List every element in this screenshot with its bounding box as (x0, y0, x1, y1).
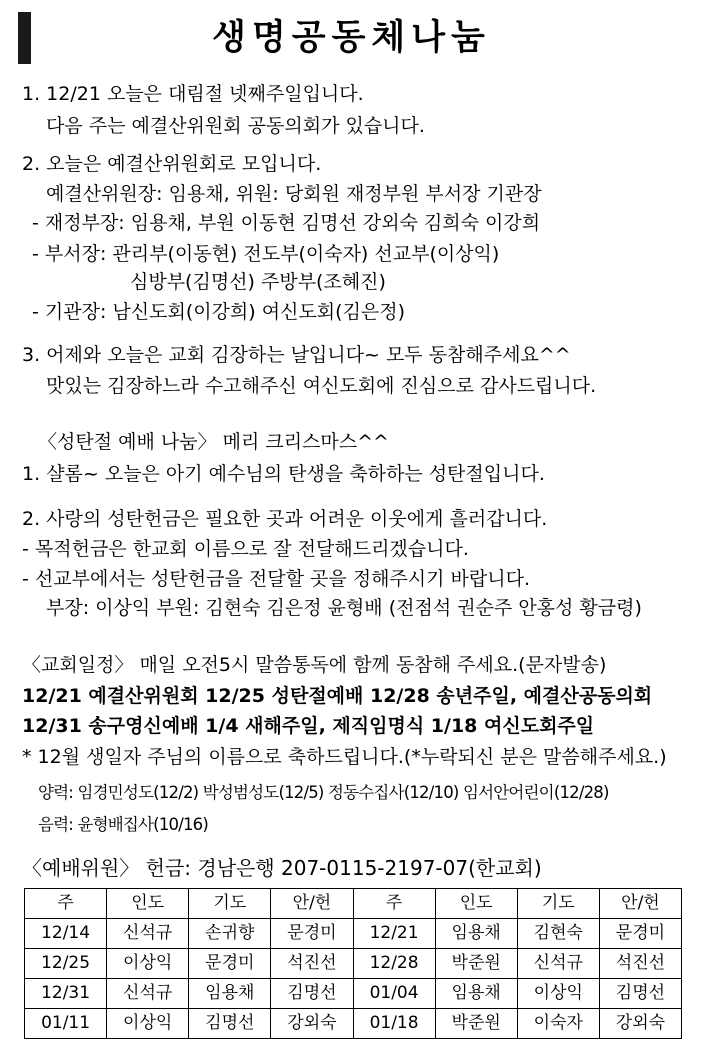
table-cell: 12/31 (25, 979, 107, 1009)
birthday-solar-line: 양력: 임경민성도(12/2) 박성범성도(12/5) 정동수집사(12/10) 임서안어린이(12/28) (38, 783, 609, 802)
table-header-row (25, 889, 682, 919)
header-cell: 주 (353, 889, 435, 919)
announcement-line: - 선교부에서는 성탄헌금을 전달할 곳을 정해주시기 바랍니다. (22, 568, 530, 590)
section-heading: 〈성탄절 예배 나눔〉 메리 크리스마스^^ (38, 431, 389, 453)
table-cell: 문경미 (189, 949, 271, 979)
table-cell: 김현숙 (517, 919, 599, 949)
table-cell: 신석규 (107, 919, 189, 949)
birthday-lunar-line: 음력: 윤형배집사(10/16) (38, 815, 209, 834)
table-cell: 석진선 (271, 949, 353, 979)
section-heading: 〈교회일정〉 매일 오전5시 말씀통독에 함께 동참해 주세요.(문자발송) (22, 654, 607, 676)
header-cell: 안/헌 (599, 889, 681, 919)
page-title: 생명공동체나눔 (212, 18, 491, 58)
schedule-line: 12/31 송구영신예배 1/4 새해주일, 제직임명식 1/18 여신도회주일 (22, 715, 595, 737)
announcement-line: 3. 어제와 오늘은 교회 김장하는 날입니다~ 모두 동참해주세요^^ (22, 344, 571, 366)
announcement-line: - 목적헌금은 한교회 이름으로 잘 전달해드리겠습니다. (22, 538, 469, 560)
table-cell: 박준원 (435, 949, 517, 979)
table-cell: 임용채 (435, 919, 517, 949)
announcement-line: 예결산위원장: 임용채, 위원: 당회원 재정부원 부서장 기관장 (46, 183, 542, 205)
announcement-line: 1. 12/21 오늘은 대림절 넷째주일입니다. (22, 83, 364, 105)
table-cell: 김명선 (599, 979, 681, 1009)
table-cell: 김명선 (271, 979, 353, 1009)
announcement-line: 맛있는 김장하느라 수고해주신 여신도회에 진심으로 감사드립니다. (46, 375, 597, 397)
header-cell: 인도 (107, 889, 189, 919)
table-cell: 문경미 (599, 919, 681, 949)
table-row (25, 1009, 682, 1039)
announcement-line: - 기관장: 남신도회(이강희) 여신도회(김은정) (32, 301, 406, 323)
header-cell: 주 (25, 889, 107, 919)
schedule-line: 12/21 예결산위원회 12/25 성탄절예배 12/28 송년주일, 예결산공동의회 (22, 685, 653, 707)
table-cell: 손귀향 (189, 919, 271, 949)
announcement-line: 다음 주는 예결산위원회 공동의회가 있습니다. (46, 115, 425, 137)
header-cell: 기도 (189, 889, 271, 919)
header-cell: 안/헌 (271, 889, 353, 919)
announcement-line: 1. 샬롬~ 오늘은 아기 예수님의 탄생을 축하하는 성탄절입니다. (22, 463, 545, 485)
worship-duty-table (24, 888, 682, 1039)
table-cell: 김명선 (189, 1009, 271, 1039)
announcement-line: 부장: 이상익 부원: 김현숙 김은정 윤형배 (전점석 권순주 안홍성 황금령) (46, 597, 642, 619)
table-cell: 강외숙 (599, 1009, 681, 1039)
table-cell: 이상익 (107, 949, 189, 979)
header-cell: 인도 (435, 889, 517, 919)
table-cell: 이숙자 (517, 1009, 599, 1039)
table-cell: 01/04 (353, 979, 435, 1009)
table-row (25, 979, 682, 1009)
birthday-line: * 12월 생일자 주님의 이름으로 축하드립니다.(*누락되신 분은 말씀해주세요.) (22, 746, 667, 768)
table-cell: 이상익 (107, 1009, 189, 1039)
table-cell: 12/28 (353, 949, 435, 979)
table-cell: 강외숙 (271, 1009, 353, 1039)
table-cell: 01/11 (25, 1009, 107, 1039)
table-cell: 석진선 (599, 949, 681, 979)
table-cell: 신석규 (107, 979, 189, 1009)
section-heading: 〈예배위원〉 헌금: 경남은행 207-0115-2197-07(한교회) (22, 856, 542, 880)
table-cell: 12/21 (353, 919, 435, 949)
table-cell: 임용채 (435, 979, 517, 1009)
table-cell: 이상익 (517, 979, 599, 1009)
table-cell: 신석규 (517, 949, 599, 979)
announcement-line: 심방부(김명선) 주방부(조혜진) (130, 271, 386, 293)
table-cell: 12/25 (25, 949, 107, 979)
announcement-line: - 재정부장: 임용채, 부원 이동현 김명선 강외숙 김희숙 이강희 (32, 212, 541, 234)
header-cell: 기도 (517, 889, 599, 919)
table-cell: 임용채 (189, 979, 271, 1009)
table-row (25, 949, 682, 979)
table-cell: 01/18 (353, 1009, 435, 1039)
table-cell: 12/14 (25, 919, 107, 949)
table-cell: 문경미 (271, 919, 353, 949)
announcement-line: - 부서장: 관리부(이동현) 전도부(이숙자) 선교부(이상익) (32, 243, 500, 265)
announcement-line: 2. 오늘은 예결산위원회로 모입니다. (22, 153, 322, 175)
table-row (25, 919, 682, 949)
table-cell: 박준원 (435, 1009, 517, 1039)
announcement-line: 2. 사랑의 성탄헌금은 필요한 곳과 어려운 이웃에게 흘러갑니다. (22, 508, 548, 530)
